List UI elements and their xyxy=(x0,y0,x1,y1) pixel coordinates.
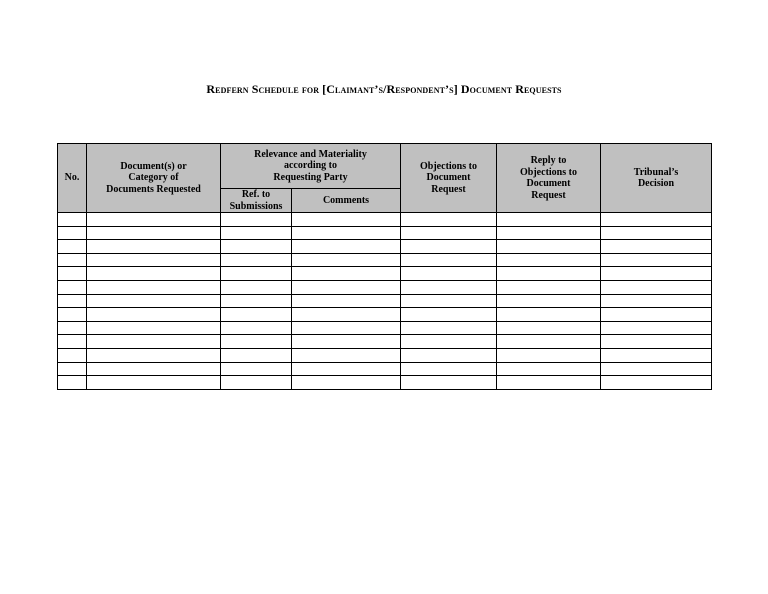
redfern-schedule-table xyxy=(57,143,712,390)
cell-documents[interactable] xyxy=(87,308,221,322)
cell-comments[interactable] xyxy=(292,335,401,349)
cell-objections[interactable] xyxy=(401,362,497,376)
cell-comments[interactable] xyxy=(292,213,401,227)
cell-ref[interactable] xyxy=(221,280,292,294)
cell-comments[interactable] xyxy=(292,253,401,267)
cell-decision[interactable] xyxy=(601,376,712,390)
header-objections: Objections to Document Request xyxy=(401,144,497,213)
header-relevance-materiality: Relevance and Materiality according to Requesting Party xyxy=(221,144,401,189)
table-row xyxy=(58,253,712,267)
cell-objections[interactable] xyxy=(401,267,497,281)
table-row xyxy=(58,348,712,362)
cell-ref[interactable] xyxy=(221,348,292,362)
cell-objections[interactable] xyxy=(401,376,497,390)
cell-documents[interactable] xyxy=(87,240,221,254)
cell-reply[interactable] xyxy=(497,362,601,376)
cell-documents[interactable] xyxy=(87,280,221,294)
cell-documents[interactable] xyxy=(87,348,221,362)
cell-comments[interactable] xyxy=(292,267,401,281)
cell-decision[interactable] xyxy=(601,267,712,281)
cell-reply[interactable] xyxy=(497,335,601,349)
cell-reply[interactable] xyxy=(497,294,601,308)
cell-no[interactable] xyxy=(58,240,87,254)
cell-ref[interactable] xyxy=(221,240,292,254)
cell-no[interactable] xyxy=(58,294,87,308)
cell-decision[interactable] xyxy=(601,226,712,240)
cell-decision[interactable] xyxy=(601,294,712,308)
cell-objections[interactable] xyxy=(401,335,497,349)
cell-no[interactable] xyxy=(58,321,87,335)
cell-comments[interactable] xyxy=(292,348,401,362)
cell-ref[interactable] xyxy=(221,294,292,308)
cell-no[interactable] xyxy=(58,362,87,376)
cell-no[interactable] xyxy=(58,280,87,294)
cell-objections[interactable] xyxy=(401,253,497,267)
header-comments: Comments xyxy=(292,189,401,213)
cell-ref[interactable] xyxy=(221,226,292,240)
table-row xyxy=(58,280,712,294)
cell-reply[interactable] xyxy=(497,240,601,254)
table-body xyxy=(58,213,712,390)
table-row xyxy=(58,226,712,240)
cell-ref[interactable] xyxy=(221,335,292,349)
cell-objections[interactable] xyxy=(401,226,497,240)
cell-objections[interactable] xyxy=(401,240,497,254)
table-row xyxy=(58,213,712,227)
cell-documents[interactable] xyxy=(87,321,221,335)
cell-comments[interactable] xyxy=(292,294,401,308)
cell-ref[interactable] xyxy=(221,362,292,376)
cell-documents[interactable] xyxy=(87,253,221,267)
header-documents-requested: Document(s) or Category of Documents Requested xyxy=(87,144,221,213)
cell-no[interactable] xyxy=(58,267,87,281)
cell-reply[interactable] xyxy=(497,321,601,335)
cell-ref[interactable] xyxy=(221,213,292,227)
table-row xyxy=(58,362,712,376)
cell-objections[interactable] xyxy=(401,348,497,362)
table-row xyxy=(58,294,712,308)
cell-documents[interactable] xyxy=(87,335,221,349)
cell-decision[interactable] xyxy=(601,335,712,349)
table-row xyxy=(58,376,712,390)
table-row xyxy=(58,321,712,335)
cell-documents[interactable] xyxy=(87,376,221,390)
cell-documents[interactable] xyxy=(87,362,221,376)
cell-ref[interactable] xyxy=(221,376,292,390)
cell-decision[interactable] xyxy=(601,348,712,362)
cell-decision[interactable] xyxy=(601,213,712,227)
cell-reply[interactable] xyxy=(497,213,601,227)
header-ref-to-submissions: Ref. to Submissions xyxy=(221,189,292,213)
cell-no[interactable] xyxy=(58,376,87,390)
cell-documents[interactable] xyxy=(87,267,221,281)
cell-ref[interactable] xyxy=(221,253,292,267)
cell-comments[interactable] xyxy=(292,362,401,376)
cell-no[interactable] xyxy=(58,226,87,240)
cell-objections[interactable] xyxy=(401,280,497,294)
table-row xyxy=(58,335,712,349)
cell-objections[interactable] xyxy=(401,321,497,335)
header-reply-to-objections: Reply to Objections to Document Request xyxy=(497,144,601,213)
cell-ref[interactable] xyxy=(221,267,292,281)
cell-objections[interactable] xyxy=(401,294,497,308)
cell-ref[interactable] xyxy=(221,321,292,335)
cell-reply[interactable] xyxy=(497,253,601,267)
cell-documents[interactable] xyxy=(87,213,221,227)
document-title: Redfern Schedule for [Claimant’s/Respondent’s] Document Requests xyxy=(206,82,562,96)
cell-decision[interactable] xyxy=(601,240,712,254)
cell-comments[interactable] xyxy=(292,376,401,390)
cell-no[interactable] xyxy=(58,253,87,267)
cell-objections[interactable] xyxy=(401,213,497,227)
cell-no[interactable] xyxy=(58,308,87,322)
cell-comments[interactable] xyxy=(292,280,401,294)
table-row xyxy=(58,240,712,254)
cell-objections[interactable] xyxy=(401,308,497,322)
cell-documents[interactable] xyxy=(87,226,221,240)
header-tribunal-decision: Tribunal’s Decision xyxy=(601,144,712,213)
cell-reply[interactable] xyxy=(497,308,601,322)
cell-decision[interactable] xyxy=(601,280,712,294)
cell-comments[interactable] xyxy=(292,226,401,240)
cell-no[interactable] xyxy=(58,348,87,362)
cell-decision[interactable] xyxy=(601,321,712,335)
table-row xyxy=(58,308,712,322)
cell-no[interactable] xyxy=(58,213,87,227)
cell-comments[interactable] xyxy=(292,240,401,254)
cell-reply[interactable] xyxy=(497,280,601,294)
cell-decision[interactable] xyxy=(601,253,712,267)
cell-comments[interactable] xyxy=(292,321,401,335)
cell-no[interactable] xyxy=(58,335,87,349)
table-row xyxy=(58,267,712,281)
cell-reply[interactable] xyxy=(497,348,601,362)
header-no: No. xyxy=(58,144,87,213)
cell-documents[interactable] xyxy=(87,294,221,308)
cell-decision[interactable] xyxy=(601,362,712,376)
cell-reply[interactable] xyxy=(497,226,601,240)
cell-ref[interactable] xyxy=(221,308,292,322)
cell-reply[interactable] xyxy=(497,267,601,281)
cell-decision[interactable] xyxy=(601,308,712,322)
cell-comments[interactable] xyxy=(292,308,401,322)
cell-reply[interactable] xyxy=(497,376,601,390)
